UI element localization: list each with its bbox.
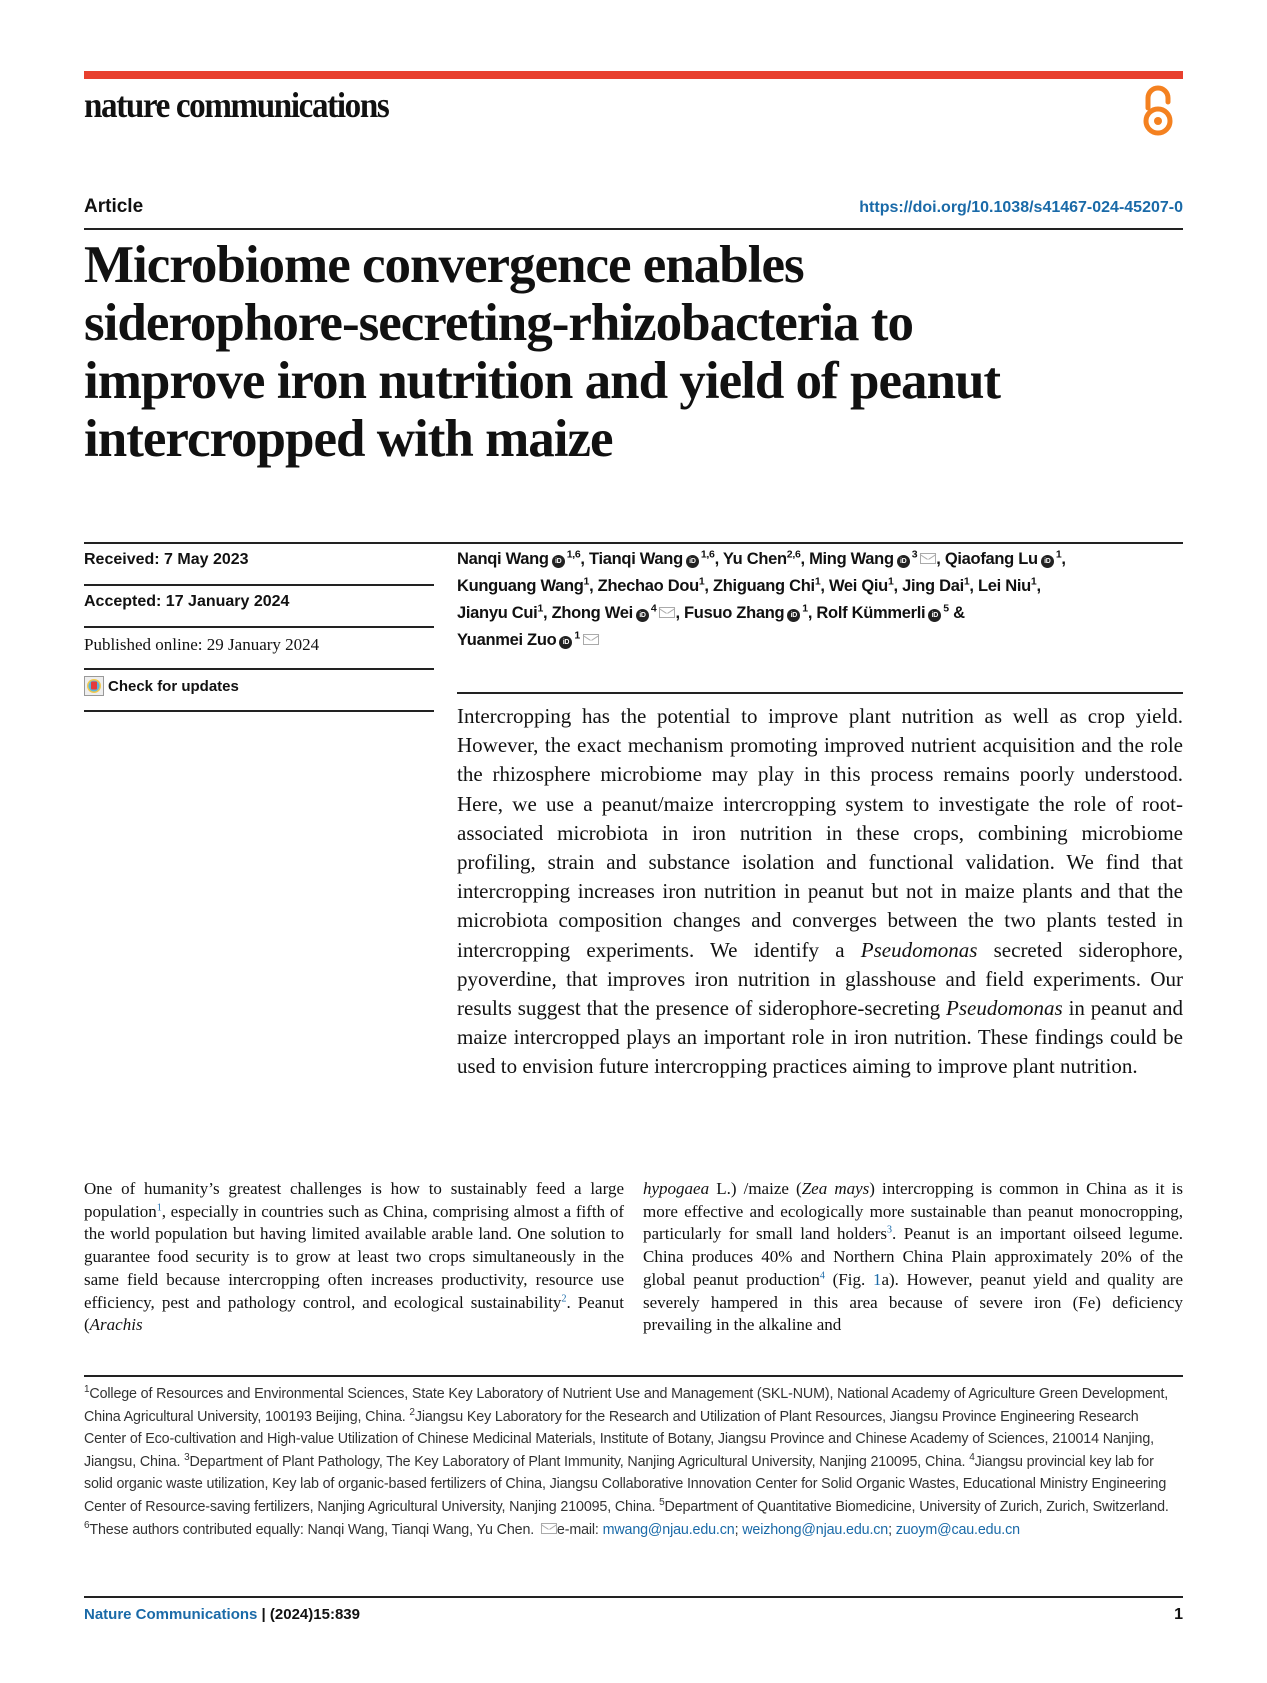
body-italic: Zea mays	[801, 1179, 870, 1198]
author[interactable]	[457, 631, 599, 649]
author-name[interactable]: Tianqi Wang	[589, 550, 683, 568]
title-line: intercropped with maize	[84, 410, 613, 468]
author-affiliation: 3	[911, 548, 918, 561]
author-affiliation: 1	[698, 575, 705, 588]
author-affiliation: 1	[887, 575, 894, 588]
body-text: L.) /maize (	[709, 1179, 802, 1198]
author-affiliation: 1	[537, 602, 543, 615]
author-affiliation: 2,6	[786, 548, 801, 561]
abstract-text: Intercropping has the potential to improve plant nutrition as well as crop yield. However, the exact mechanism promoting improved nutrient acquisition and the role the rhizosphere microbiome may play in this process remains poorly understood. Here, we use a peanut/maize intercropping system to investigate the role of root-associated microbiota in iron nutrition in these crops, combining microbiome profiling, strain and substance isolation and functional validation. We find that intercropping increases iron nutrition in peanut but not in maize plants and that the microbiota composition changes and converges between the two plants tested in intercropping experiments. We identify a	[457, 704, 1183, 962]
author[interactable]	[684, 604, 816, 622]
abstract-rule	[457, 692, 1183, 694]
orcid-icon[interactable]: iD	[897, 555, 910, 568]
affil-number: 1	[84, 1384, 90, 1396]
author[interactable]	[978, 577, 1041, 595]
affiliation: Department of Quantitative Biomedicine, University of Zurich, Zurich, Switzerland.	[664, 1498, 1169, 1515]
article-type: Article	[84, 196, 144, 217]
author-separator: ,	[936, 550, 945, 568]
author-name[interactable]: Fusuo Zhang	[684, 604, 785, 622]
body-text: , especially in countries such as China, comprising almost a fifth of the world population but having limited available arable land. One solution to guarantee food security is to grow at least two crops simultaneously in the same field because intercropping often increases productivity, resource use efficiency, pest and pathology control, and ecological sustainability	[84, 1201, 624, 1312]
body-italic: Arachis	[89, 1315, 143, 1335]
page-number: 1	[1174, 1606, 1183, 1623]
abstract-text: in peanut and maize intercropped plays an important role in iron nutrition. These findings could be used to envision future intercropping practices aiming to improve plant nutrition.	[457, 996, 1183, 1079]
header-rule	[84, 228, 1183, 230]
abstract	[457, 702, 1183, 1082]
meta-rule	[84, 710, 434, 712]
author-affiliation: 1	[583, 575, 590, 588]
email-icon[interactable]	[583, 634, 599, 645]
author-name[interactable]: Qiaofang Lu	[944, 550, 1038, 568]
author-separator: ,	[542, 604, 552, 622]
accepted-date: Accepted: 17 January 2024	[84, 593, 290, 610]
author[interactable]	[589, 550, 723, 568]
author-name[interactable]: Rolf Kümmerli	[816, 604, 926, 622]
meta-rule	[84, 668, 434, 670]
author-name[interactable]: Wei Qiu	[828, 577, 888, 595]
author-affiliation: 1	[802, 602, 808, 615]
check-updates-icon	[84, 676, 104, 696]
author[interactable]	[816, 604, 964, 622]
orcid-icon[interactable]: iD	[928, 609, 941, 622]
author-affiliation: 1	[963, 575, 970, 588]
affil-number: 3	[184, 1452, 190, 1464]
author-name[interactable]: Zhong Wei	[551, 604, 633, 622]
reference-link[interactable]: 4	[819, 1270, 825, 1282]
meta-rule	[84, 584, 434, 586]
author-separator: ,	[675, 604, 685, 622]
body-text: a). However, peanut yield and quality are severely hampered in this area because of severe iron (Fe) deficiency prevailing in the alkaline and	[643, 1269, 1183, 1335]
body-text: (Fig.	[824, 1269, 873, 1289]
orcid-icon[interactable]: iD	[552, 555, 565, 568]
author[interactable]	[552, 604, 684, 622]
author-name[interactable]: Ming Wang	[809, 550, 894, 568]
author-list	[457, 546, 1187, 654]
affiliation: Jiangsu provincial key lab for solid organic waste utilization, Key lab of organic-based fertilizers of China, Jiangsu Collaborative Innovation Center for Solid Organic Wastes, Educational Ministry Engineering Center of Resource-saving fertilizers, Nanjing Agricultural University, Nanjing 210095, China.	[84, 1453, 1167, 1515]
affil-number: 4	[969, 1452, 975, 1464]
author[interactable]	[598, 577, 713, 595]
footer-rule	[84, 1596, 1183, 1598]
author[interactable]	[457, 604, 552, 622]
body-column-left	[84, 1178, 624, 1337]
title-line: siderophore-secreting-rhizobacteria to	[84, 294, 913, 352]
author-separator: ,	[704, 577, 713, 595]
abstract-italic: Pseudomonas	[946, 996, 1063, 1021]
meta-rule	[84, 626, 434, 628]
affiliation: Jiangsu Key Laboratory for the Research and Utilization of Plant Resources, Jiangsu Province Engineering Research Center of Eco-cultivation and High-value Utilization of Chinese Medicinal Materials, Institute of Botany, Jiangsu Province and Chinese Academy of Sciences, 210014 Nanjing, Jiangsu, China.	[84, 1408, 1154, 1470]
affiliation: College of Resources and Environmental Sciences, State Key Laboratory of Nutrient Use and Management (SKL-NUM), National Academy of Agriculture Green Development, China Agricultural University, 100193 Beijing, China.	[84, 1386, 1169, 1425]
affiliations	[84, 1383, 1183, 1541]
figure-link[interactable]: 1	[872, 1269, 882, 1289]
journal-accent-bar	[84, 71, 1183, 79]
author[interactable]	[457, 577, 598, 595]
equal-contribution-note: These authors contributed equally: Nanqi Wang, Tianqi Wang, Yu Chen.	[89, 1521, 538, 1538]
author-affiliation: 1,6	[566, 548, 581, 561]
author[interactable]	[713, 577, 829, 595]
author-separator: ,	[807, 604, 817, 622]
author-separator: ,	[893, 577, 903, 595]
author-name[interactable]: Jing Dai	[902, 577, 964, 595]
author-name[interactable]: Lei Niu	[978, 577, 1031, 595]
author-separator: ,	[1061, 550, 1066, 568]
affil-number: 5	[659, 1497, 665, 1509]
check-updates-label: Check for updates	[108, 677, 239, 695]
author-name[interactable]: Zhechao Dou	[597, 577, 699, 595]
author[interactable]	[945, 550, 1066, 568]
orcid-icon[interactable]: iD	[1041, 555, 1054, 568]
author-name[interactable]: Nanqi Wang	[457, 550, 549, 568]
author-separator: ,	[820, 577, 829, 595]
author-affiliation: 1	[1055, 548, 1062, 561]
author[interactable]	[723, 550, 809, 568]
orcid-icon[interactable]: iD	[787, 609, 800, 622]
author-affiliation: 4	[650, 602, 657, 615]
email-link[interactable]: weizhong@njau.edu.cn	[742, 1521, 889, 1538]
email-icon[interactable]	[659, 607, 675, 618]
email-icon[interactable]	[920, 553, 936, 564]
author-name[interactable]: Jianyu Cui	[457, 604, 538, 622]
author-affiliation: 1	[814, 575, 821, 588]
title-line: improve iron nutrition and yield of peanut	[84, 352, 1001, 410]
author-name[interactable]: Kunguang Wang	[457, 577, 584, 595]
author-affiliation: 1	[574, 629, 580, 642]
orcid-icon[interactable]: iD	[686, 555, 699, 568]
title-line: Microbiome convergence enables	[84, 236, 804, 294]
footer-journal-link[interactable]: Nature Communications	[84, 1606, 258, 1623]
email-link[interactable]: zuoym@cau.edu.cn	[895, 1521, 1020, 1538]
affiliation: Department of Plant Pathology, The Key Laboratory of Plant Immunity, Nanjing Agricultural University, Nanjing 210095, China.	[189, 1453, 970, 1470]
reference-link[interactable]: 1	[156, 1202, 162, 1214]
body-text: One of humanity’s greatest challenges is how to sustainably feed a large population	[84, 1179, 624, 1221]
separator: ;	[888, 1521, 896, 1538]
orcid-icon[interactable]: iD	[636, 609, 649, 622]
footer-citation: Nature Communications | (2024)15:839	[84, 1606, 360, 1623]
check-for-updates-button[interactable]	[84, 676, 239, 696]
author-name[interactable]: Yuanmei Zuo	[457, 631, 557, 649]
author-separator: ,	[580, 550, 589, 568]
abstract-italic: Pseudomonas	[860, 937, 978, 962]
reference-link[interactable]: 3	[887, 1224, 893, 1236]
author-separator: ,	[1036, 577, 1041, 595]
separator: ;	[734, 1521, 743, 1538]
author[interactable]	[457, 550, 589, 568]
author-separator: ,	[969, 577, 978, 595]
email-link[interactable]: mwang@njau.edu.cn	[602, 1521, 735, 1538]
affil-number: 6	[84, 1519, 90, 1531]
author-name[interactable]: Zhiguang Chi	[713, 577, 815, 595]
body-text: . Peanut is an important oilseed legume. China produces 40% and Northern China Plain approximately 20% of the global peanut production	[643, 1224, 1183, 1289]
affil-number: 2	[409, 1406, 415, 1418]
author-name[interactable]: Yu Chen	[722, 550, 787, 568]
affiliations-rule	[84, 1375, 1183, 1377]
body-text: ) intercropping is common in China as it is more effective and ecologically more sustainable than peanut monocropping, particularly for small land holders	[643, 1179, 1184, 1244]
abstract-text: secreted siderophore, pyoverdine, that improves iron nutrition in glasshouse and field experiments. Our results suggest that the presence of siderophore-secreting	[457, 937, 1183, 1021]
author-affiliation: 1	[1030, 575, 1037, 588]
author[interactable]	[902, 577, 978, 595]
author-separator: ,	[589, 577, 598, 595]
email-icon	[541, 1523, 557, 1534]
author[interactable]	[829, 577, 902, 595]
received-date: Received: 7 May 2023	[84, 551, 249, 568]
journal-name: nature communications	[84, 85, 389, 125]
author-separator: ,	[800, 550, 810, 568]
footer-volume: (2024)15:839	[269, 1606, 360, 1623]
reference-link[interactable]: 2	[561, 1292, 567, 1304]
email-label: e-mail:	[556, 1521, 603, 1538]
author-affiliation: 1,6	[700, 548, 715, 561]
published-date: Published online: 29 January 2024	[84, 635, 320, 654]
body-italic: hypogaea	[643, 1179, 710, 1198]
meta-top-rule	[84, 542, 1183, 544]
body-column-right	[643, 1178, 1183, 1337]
doi-link[interactable]: https://doi.org/10.1038/s41467-024-45207-0	[859, 199, 1183, 216]
open-access-lock-icon	[1138, 84, 1178, 138]
orcid-icon[interactable]: iD	[559, 636, 572, 649]
author[interactable]	[809, 550, 945, 568]
article-title	[84, 236, 1194, 468]
author-affiliation: 5	[943, 602, 949, 615]
author-separator: ,	[714, 550, 723, 568]
author-separator: &	[948, 604, 965, 622]
body-text: . Peanut (	[84, 1292, 624, 1335]
